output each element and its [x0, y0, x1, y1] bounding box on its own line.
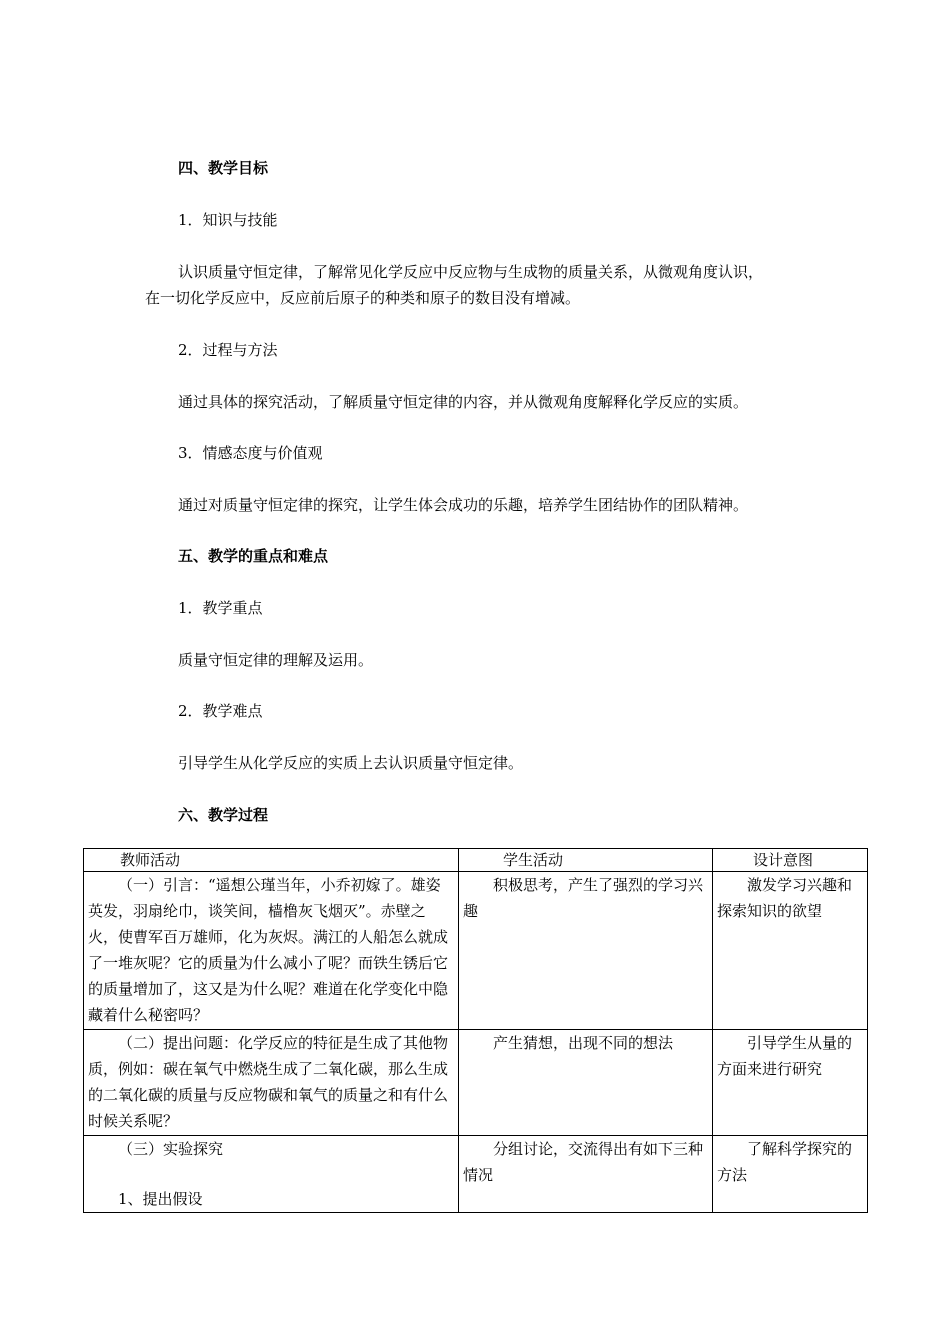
cell-intent: 了解科学探究的方法	[713, 1136, 868, 1213]
cell-teacher: （一）引言：“遥想公瑾当年，小乔初嫁了。雄姿英发，羽扇纶巾，谈笑间，樯橹灰飞烟灭”。赤壁之火，使曹军百万雄师，化为灰烬。满江的人船怎么就成了一堆灰呢？它的质量为什么减小了呢？而铁生锈后它的质量增加了，这又是为什么呢？难道在化学变化中隐藏着什么秘密吗？	[84, 872, 459, 1030]
header-intent: 设计意图	[713, 849, 868, 872]
section-5-2-text: 引导学生从化学反应的实质上去认识质量守恒定律。	[178, 754, 524, 772]
section-6-title: 六、教学过程	[178, 806, 269, 824]
section-4-title: 四、教学目标	[178, 159, 269, 177]
table-header-row	[84, 849, 868, 872]
cell-intent: 引导学生从量的方面来进行研究	[713, 1030, 868, 1136]
cell-student: 积极思考，产生了强烈的学习兴趣	[459, 872, 713, 1030]
section-4-1-title: 1．知识与技能	[178, 211, 278, 229]
table-row	[84, 872, 868, 1030]
section-5-1-title: 1．教学重点	[178, 599, 263, 617]
section-5-1-text: 质量守恒定律的理解及运用。	[178, 651, 374, 669]
section-4-3-title: 3．情感态度与价值观	[178, 444, 323, 462]
section-4-3-text: 通过对质量守恒定律的探究，让学生体会成功的乐趣，培养学生团结协作的团队精神。	[178, 496, 749, 514]
teaching-process-table	[83, 848, 868, 1213]
section-4-1-text-line1: 认识质量守恒定律，了解常见化学反应中反应物与生成物的质量关系，从微观角度认识，	[178, 263, 764, 281]
header-student: 学生活动	[459, 849, 713, 872]
section-5-title: 五、教学的重点和难点	[178, 547, 329, 565]
header-teacher: 教师活动	[84, 849, 459, 872]
cell-student: 产生猜想，出现不同的想法	[459, 1030, 713, 1136]
table-row	[84, 1030, 868, 1136]
table-row	[84, 1136, 868, 1213]
cell-teacher: （三）实验探究 1、提出假设	[84, 1136, 459, 1213]
section-5-2-title: 2．教学难点	[178, 702, 263, 720]
cell-teacher-sub: 1、提出假设	[118, 1190, 203, 1208]
cell-teacher: （二）提出问题：化学反应的特征是生成了其他物质，例如：碳在氧气中燃烧生成了二氧化碳，那么生成的二氧化碳的质量与反应物碳和氧气的质量之和有什么时候关系呢？	[84, 1030, 459, 1136]
section-4-1-text-line2: 在一切化学反应中，反应前后原子的种类和原子的数目没有增减。	[145, 289, 581, 307]
section-4-2-title: 2．过程与方法	[178, 341, 278, 359]
cell-student: 分组讨论，交流得出有如下三种情况	[459, 1136, 713, 1213]
cell-intent: 激发学习兴趣和探索知识的欲望	[713, 872, 868, 1030]
section-4-2-text: 通过具体的探究活动，了解质量守恒定律的内容，并从微观角度解释化学反应的实质。	[178, 393, 749, 411]
